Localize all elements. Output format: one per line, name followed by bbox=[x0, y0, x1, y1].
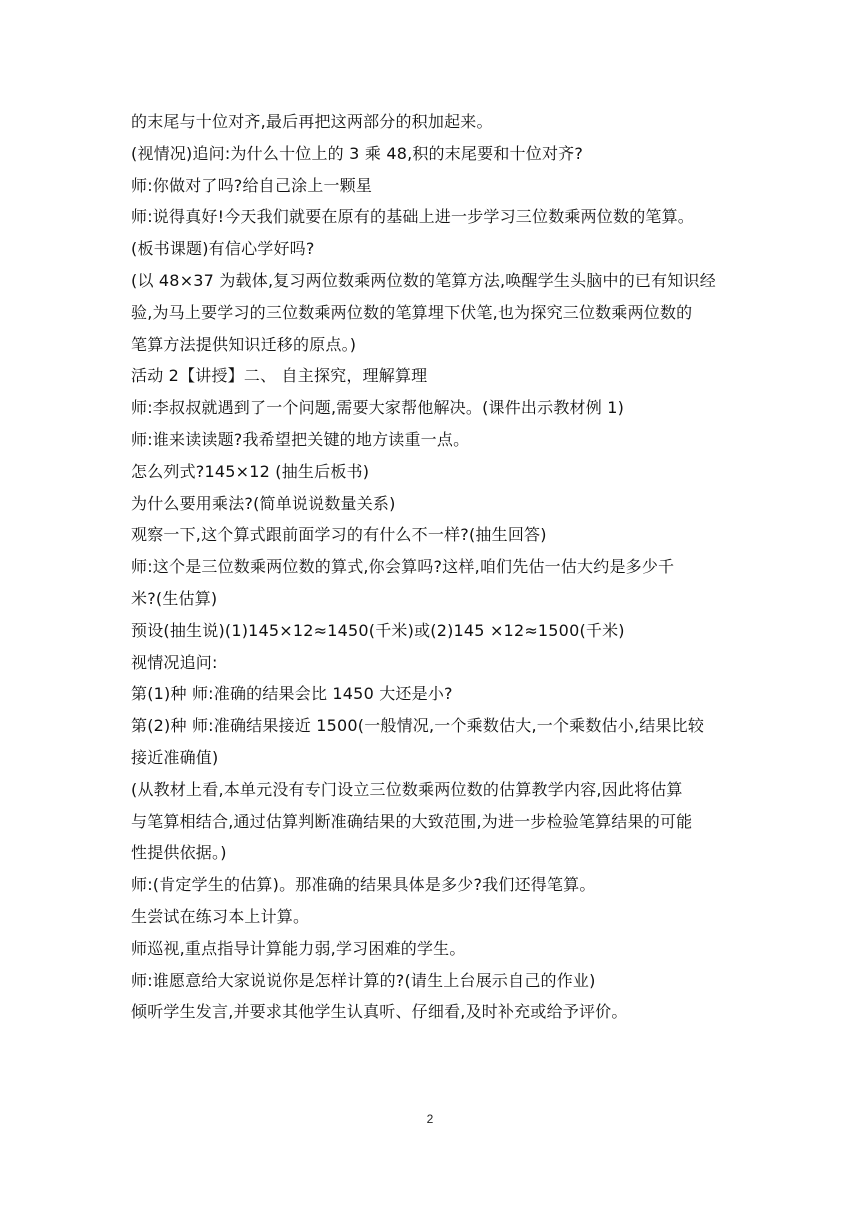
text-line: 预设(抽生说)(1)145×12≈1450(千米)或(2)145 ×12≈1500(千米) bbox=[131, 620, 625, 640]
text-line: 师:你做对了吗?给自己涂上一颗星 bbox=[131, 175, 373, 195]
text-line: 师:这个是三位数乘两位数的算式,你会算吗?这样,咱们先估一估大约是多少千 bbox=[131, 557, 675, 577]
text-line: 第(1)种 师:准确的结果会比 1450 大还是小? bbox=[131, 684, 453, 704]
text-line: 的末尾与十位对齐,最后再把这两部分的积加起来。 bbox=[131, 112, 493, 131]
text-line: 生尝试在练习本上计算。 bbox=[131, 906, 310, 926]
text-line: (视情况)追问:为什么十位上的 3 乘 48,积的末尾要和十位对齐? bbox=[131, 143, 584, 163]
text-line: 视情况追问: bbox=[131, 652, 218, 672]
text-line: 观察一下,这个算式跟前面学习的有什么不一样?(抽生回答) bbox=[131, 525, 547, 545]
section-heading: 活动 2【讲授】二、 自主探究，理解算理 bbox=[131, 366, 428, 386]
text-line: (从教材上看,本单元没有专门设立三位数乘两位数的估算教学内容,因此将估算 bbox=[131, 779, 683, 799]
text-line: 与笔算相结合,通过估算判断准确结果的大致范围,为进一步检验笔算结果的可能 bbox=[131, 811, 693, 831]
text-line: 米?(生估算) bbox=[131, 588, 218, 608]
text-line: 笔算方法提供知识迁移的原点。) bbox=[131, 334, 357, 354]
text-line: 师:谁来读读题?我希望把关键的地方读重一点。 bbox=[131, 429, 470, 449]
text-line: 师:李叔叔就遇到了一个问题,需要大家帮他解决。(课件出示教材例 1) bbox=[131, 398, 625, 418]
text-line: 接近准确值) bbox=[131, 747, 219, 767]
text-line: 师:谁愿意给大家说说你是怎样计算的?(请生上台展示自己的作业) bbox=[131, 970, 596, 990]
text-line: 验,为马上要学习的三位数乘两位数的笔算埋下伏笔,也为探究三位数乘两位数的 bbox=[131, 302, 693, 322]
text-line: 倾听学生发言,并要求其他学生认真听、仔细看,及时补充或给予评价。 bbox=[131, 1002, 628, 1022]
text-line: 性提供依据。) bbox=[131, 843, 227, 863]
page-body bbox=[131, 106, 741, 1028]
text-line: 为什么要用乘法?(简单说说数量关系) bbox=[131, 493, 396, 513]
text-line: 师巡视,重点指导计算能力弱,学习困难的学生。 bbox=[131, 938, 466, 958]
text-line: 师:(肯定学生的估算)。那准确的结果具体是多少?我们还得笔算。 bbox=[131, 875, 596, 895]
page-number: 2 bbox=[426, 1112, 434, 1126]
text-line: 怎么列式?145×12 (抽生后板书) bbox=[131, 461, 370, 481]
text-line: 第(2)种 师:准确结果接近 1500(一般情况,一个乘数估大,一个乘数估小,结果比较 bbox=[131, 716, 705, 736]
text-line: 师:说得真好!今天我们就要在原有的基础上进一步学习三位数乘两位数的笔算。 bbox=[131, 207, 695, 227]
text-line: (板书课题)有信心学好吗? bbox=[131, 239, 315, 259]
text-line: (以 48×37 为载体,复习两位数乘两位数的笔算方法,唤醒学生头脑中的已有知识经 bbox=[131, 270, 716, 290]
